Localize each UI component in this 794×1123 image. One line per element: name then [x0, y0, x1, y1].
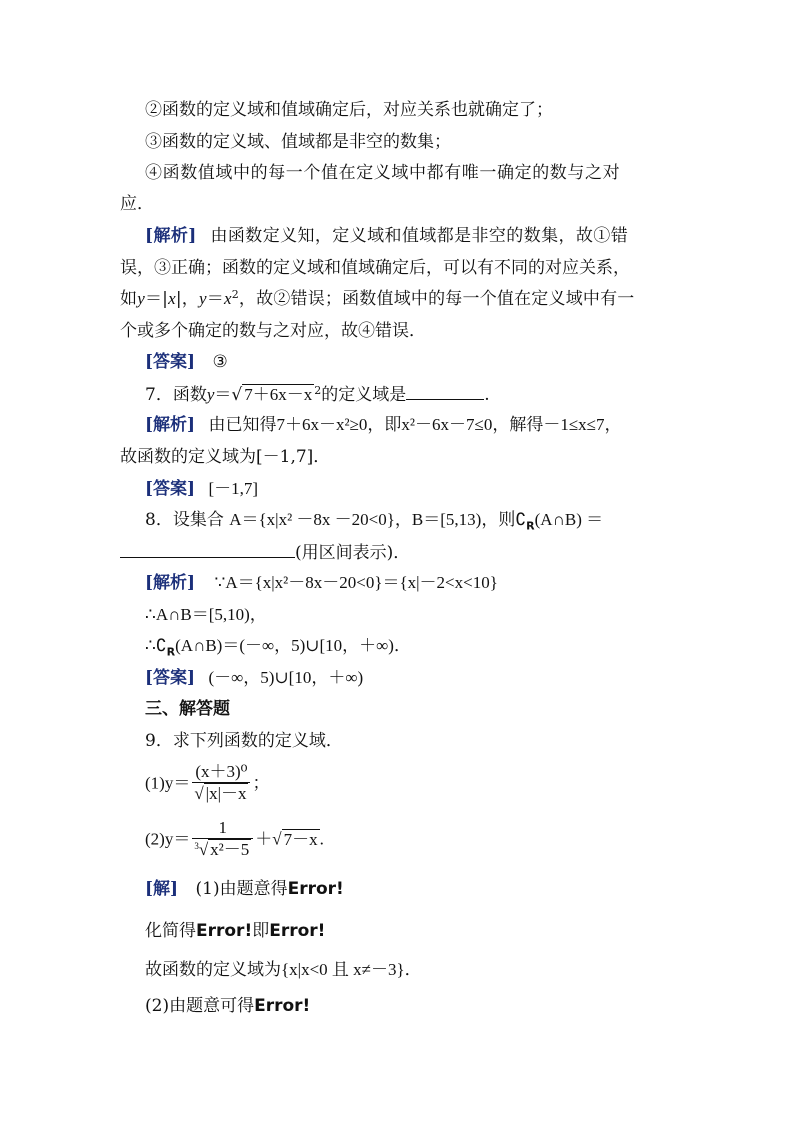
question-9-part-1: (1)y＝ $\frac{\text{(x＋3)⁰}}{√ |x|-x}$ ；: [145, 762, 270, 803]
analysis-8-line-2: ∴A∩B＝[5,10)，: [145, 605, 267, 624]
question-8: 8．设集合 A＝{x|x² －8x －20<0}，B＝[5,13)，则$∁_R(A\cap B)$ ＝: [145, 510, 604, 533]
analysis-7: [解析] 由已知得7＋6x－x²≥0，即x²－6x－7≤0，解得－1≤x≤7，: [145, 415, 622, 435]
sqrt-sign-icon: √: [198, 840, 209, 859]
answer-tag: [答案]: [145, 668, 196, 688]
analysis-tag: [解析]: [145, 226, 197, 246]
solution-9-line-4: (2)由题意可得Error!: [145, 996, 311, 1016]
answer-tag: [答案]: [145, 352, 196, 372]
solution-9-line-2: 化简得Error!即Error!: [145, 921, 326, 941]
answer-tag: [答案]: [145, 479, 196, 499]
question-9-part-2: (2)y＝ $\frac{1}{^3√ x^2-5}$ ＋√ 7－x .: [145, 818, 324, 859]
question-9: 9．求下列函数的定义域．: [145, 731, 343, 751]
analysis-8-line-3: $\therefore∁_R(A\cap B)=(-\infty$，5)∪[10，＋∞)．: [145, 636, 411, 659]
solution-9-line-3: 故函数的定义域为{x|x<0 且 x≠－3}．: [145, 960, 422, 979]
answer-8: [答案] (－∞，5)∪[10，＋∞): [145, 668, 364, 688]
analysis-6-line-2: 误，③正确；函数的定义域和值域确定后，可以有不同的对应关系，: [120, 258, 630, 278]
line-statement-2: ②函数的定义域和值域确定后，对应关系也就确定了；: [145, 100, 553, 120]
line-statement-4: ④函数值域中的每一个值在定义域中都有唯一确定的数与之对: [145, 163, 621, 183]
fraction: $\frac{1}{^3√ x^2-5}$: [192, 818, 253, 861]
fraction: $\frac{\text{(x＋3)⁰}}{√ |x|-x}$: [192, 762, 250, 805]
analysis-6-line-1: [解析] 由函数定义知，定义域和值域都是非空的数集，故①错: [145, 226, 629, 246]
solution-9-line-1: [解] (1)由题意得Error!: [145, 879, 344, 899]
sqrt-sign-icon: √: [194, 784, 204, 803]
sqrt-sign-icon: √: [272, 829, 282, 849]
question-7: 7．函数y＝√ 7＋6x－x $^2$的定义域是 .: [145, 384, 490, 405]
analysis-6-line-4: 个或多个确定的数与之对应，故④错误．: [120, 321, 426, 341]
answer-blank: [120, 541, 295, 558]
section-heading: 三、解答题: [145, 699, 230, 719]
answer-6: [答案] ③: [145, 352, 228, 372]
solution-tag: [解]: [145, 879, 179, 899]
analysis-tag: [解析]: [145, 573, 196, 593]
question-8-line-2: (用区间表示)．: [120, 541, 410, 564]
line-statement-4-cont: 应．: [120, 194, 154, 214]
line-statement-3: ③函数的定义域、值域都是非空的数集；: [145, 132, 451, 152]
answer-blank: [406, 383, 484, 400]
analysis-tag: [解析]: [145, 415, 196, 435]
root-index: 3: [194, 841, 199, 851]
sqrt-sign-icon: √: [231, 385, 243, 405]
answer-7: [答案] [－1,7]: [145, 479, 259, 499]
analysis-8-line-1: [解析] ∵A＝{x|x²－8x－20<0}＝{x|－2<x<10}: [145, 573, 498, 593]
analysis-7-line-2: 故函数的定义域为[－1,7]．: [120, 447, 331, 467]
analysis-6-line-3: 如y＝|x|，$y=x^2$，故②错误；函数值域中的每一个值在定义域中有一: [120, 288, 635, 309]
